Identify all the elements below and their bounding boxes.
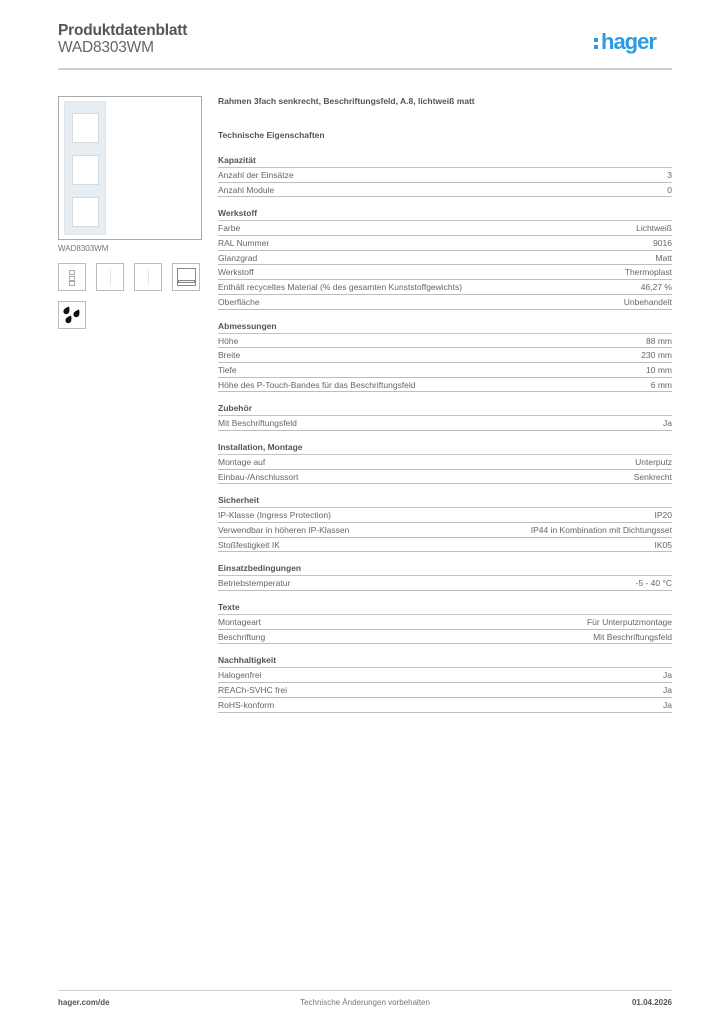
water-drops-icon xyxy=(58,301,86,329)
spec-label: Tiefe xyxy=(218,364,237,375)
spec-label: Farbe xyxy=(218,223,241,234)
spec-value: 46,27 % xyxy=(640,282,672,293)
spec-label: RoHS-konform xyxy=(218,699,275,710)
spec-row xyxy=(218,683,672,698)
spec-row xyxy=(218,334,672,349)
spec-row xyxy=(218,251,672,266)
spec-value: 10 mm xyxy=(646,364,672,375)
spec-label: Verwendbar in höheren IP-Klassen xyxy=(218,525,350,535)
spec-section xyxy=(218,208,672,309)
header-divider xyxy=(58,68,672,70)
spec-label: Halogenfrei xyxy=(218,670,262,681)
spec-label: RAL Nummer xyxy=(218,238,270,249)
document-header xyxy=(58,22,672,56)
spec-section xyxy=(218,495,672,552)
spec-label: Höhe des P-Touch-Bandes für das Beschriftungsfeld xyxy=(218,379,416,390)
product-description: Rahmen 3fach senkrecht, Beschriftungsfeld, A.8, lichtweiß matt xyxy=(218,96,475,106)
spec-value: Unbehandelt xyxy=(623,296,672,307)
labeling-field-icon xyxy=(172,263,200,291)
spec-value: 88 mm xyxy=(646,335,672,346)
spec-section xyxy=(218,563,672,591)
spec-value: -5 - 40 °C xyxy=(635,578,672,589)
spec-value: Mit Beschriftungsfeld xyxy=(593,631,672,642)
spec-row xyxy=(218,236,672,251)
spec-section-title: Einsatzbedingungen xyxy=(218,563,672,576)
spec-section-title: Zubehör xyxy=(218,403,672,416)
spec-value: 9016 xyxy=(653,238,672,249)
spec-value: Für Unterputzmontage xyxy=(586,617,672,628)
spec-value: IK05 xyxy=(654,539,672,550)
spec-row xyxy=(218,538,672,553)
footer-website: hager.com/de xyxy=(58,998,110,1007)
spec-label: Stoßfestigkeit IK xyxy=(218,539,280,550)
spec-section-title: Nachhaltigkeit xyxy=(218,655,672,668)
spec-row xyxy=(218,183,672,198)
spec-value: Ja xyxy=(663,699,672,710)
spec-section-title: Kapazität xyxy=(218,155,672,168)
spec-value: Lichtweiß xyxy=(636,223,672,234)
spec-row xyxy=(218,168,672,183)
spec-label: Anzahl der Einsätze xyxy=(218,170,294,180)
spec-row xyxy=(218,523,672,538)
spec-section-title: Werkstoff xyxy=(218,208,672,221)
spec-row xyxy=(218,668,672,683)
spec-row xyxy=(218,416,672,431)
spec-row xyxy=(218,698,672,713)
spec-row xyxy=(218,576,672,591)
spec-label: Enthält recyceltes Material (% des gesamten Kunststoffgewichts) xyxy=(218,282,463,293)
spec-label: Montageart xyxy=(218,617,261,628)
technical-properties-title: Technische Eigenschaften xyxy=(218,130,325,140)
spec-label: Anzahl Module xyxy=(218,184,275,195)
spec-section xyxy=(218,155,672,197)
spec-value: IP20 xyxy=(654,510,672,521)
footer-notice: Technische Änderungen vorbehalten xyxy=(300,998,430,1007)
spec-value: Senkrecht xyxy=(633,471,672,482)
article-number: WAD8303WM xyxy=(58,39,154,56)
frame-blank-icon xyxy=(96,263,124,291)
spec-row xyxy=(218,363,672,378)
spec-section-title: Texte xyxy=(218,602,672,615)
spec-table xyxy=(218,155,672,724)
spec-row xyxy=(218,615,672,630)
spec-value: IP44 in Kombination mit Dichtungsset xyxy=(530,525,672,535)
frame-3fach-illustration xyxy=(64,101,106,235)
spec-value: 6 mm xyxy=(650,379,672,390)
spec-row xyxy=(218,295,672,310)
footer-date: 01.04.2026 xyxy=(631,998,672,1007)
spec-label: Werkstoff xyxy=(218,267,254,278)
spec-row xyxy=(218,630,672,645)
spec-row xyxy=(218,455,672,470)
spec-label: Mit Beschriftungsfeld xyxy=(218,418,297,429)
frame-blank-icon xyxy=(134,263,162,291)
spec-label: Betriebstemperatur xyxy=(218,578,291,589)
hager-logo xyxy=(594,30,656,54)
spec-row xyxy=(218,265,672,280)
spec-row xyxy=(218,508,672,523)
spec-row xyxy=(218,221,672,236)
spec-section xyxy=(218,442,672,484)
spec-label: Einbau-/Anschlussort xyxy=(218,471,299,482)
spec-row xyxy=(218,470,672,485)
spec-label: Höhe xyxy=(218,335,239,346)
module-layout-icon xyxy=(58,263,86,291)
spec-section-title: Sicherheit xyxy=(218,495,672,508)
spec-label: Breite xyxy=(218,350,241,361)
spec-value: Ja xyxy=(663,670,672,681)
spec-section-title: Installation, Montage xyxy=(218,442,672,455)
spec-value: Ja xyxy=(663,685,672,696)
spec-section-title: Abmessungen xyxy=(218,321,672,334)
spec-section xyxy=(218,403,672,431)
spec-label: Oberfläche xyxy=(218,296,260,307)
product-image xyxy=(58,96,202,240)
spec-value: Unterputz xyxy=(635,456,672,467)
spec-label: IP-Klasse (Ingress Protection) xyxy=(218,510,331,521)
logo-text: hager xyxy=(601,29,656,54)
spec-section xyxy=(218,602,672,644)
spec-value: 3 xyxy=(667,170,672,180)
spec-value: Thermoplast xyxy=(624,267,672,278)
spec-row xyxy=(218,280,672,295)
spec-value: Ja xyxy=(663,418,672,429)
spec-value: 0 xyxy=(667,184,672,195)
spec-section xyxy=(218,321,672,393)
spec-row xyxy=(218,378,672,393)
spec-label: REACh-SVHC frei xyxy=(218,685,287,696)
spec-value: Matt xyxy=(655,252,672,263)
spec-label: Montage auf xyxy=(218,456,266,467)
spec-label: Beschriftung xyxy=(218,631,266,642)
spec-section xyxy=(218,655,672,712)
footer-divider xyxy=(58,990,672,991)
spec-label: Glanzgrad xyxy=(218,252,258,263)
spec-row xyxy=(218,348,672,363)
document-title: Produktdatenblatt xyxy=(58,22,188,39)
spec-value: 230 mm xyxy=(641,350,672,361)
product-image-caption: WAD8303WM xyxy=(58,244,109,253)
